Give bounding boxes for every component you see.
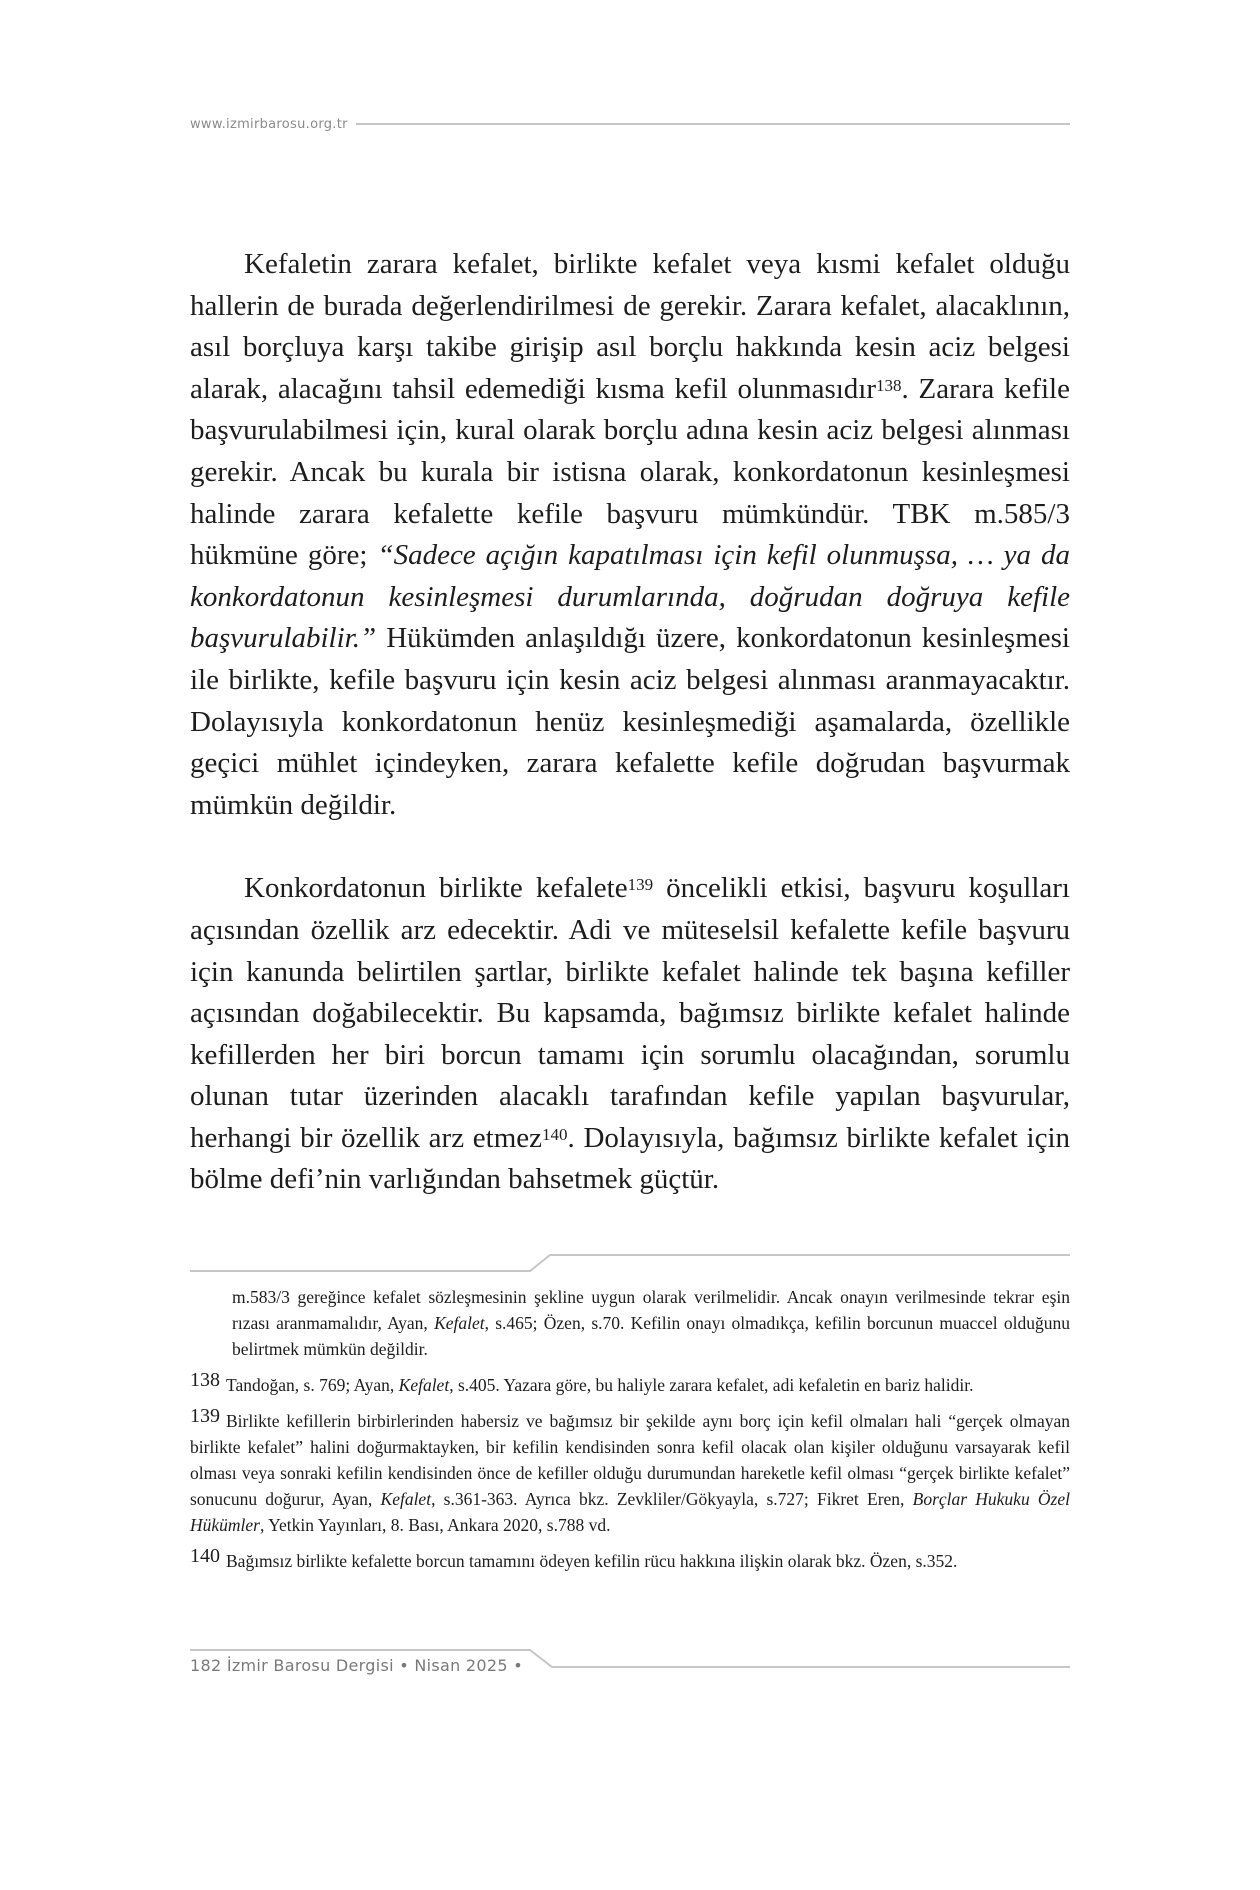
footnote-138-italic: Kefalet [398,1375,450,1395]
footnotes [190,1284,1070,1584]
footnote-continued-text-a: m.583/3 gereğince kefalet sözleşmesinin şekline uygun olarak verilmelidir. Ancak onayın verilmesinde tekrar eşin rızası aranmamalıdır, Ayan, [232,1287,1070,1333]
paragraph-2-text-c: . Dolayısıyla, bağımsız birlikte kefalet için bölme defi’nin varlığından bahsetmek güçtür. [190,1121,1071,1196]
footnote-continued [232,1284,1070,1362]
footnote-138-text-a: Tandoğan, s. 769; Ayan, [226,1375,399,1395]
footnote-divider [190,1252,1070,1272]
page-header [190,114,1070,134]
paragraph-2-text-b: öncelikli etkisi, başvuru koşulları açısından özellik arz edecektir. Adi ve müteselsil kefalette kefile başvuru için kanunda belirtilen şartlar, birlikte kefalet halinde tek başına kefiller açısından doğabilecektir. Bu kapsamda, bağımsız birlikte kefalet halinde kefillerden her biri borcun tamamı için sorumlu olacağından, sorumlu olunan tutar üzerinden alacaklı tarafından kefile yapılan başvurular, herhangi bir özellik arz etmez [190,872,1070,1154]
statute-quote: “Sadece açığın kapatılması için kefil olunmuşsa, … ya da konkordatonun kesinleşmesi durumlarında, doğrudan doğruya kefile başvurulabilir.” [190,539,1071,655]
footnote-ref-139[interactable]: 139 [627,875,654,895]
footnote-139-italic-2: Borçlar Hukuku Özel Hükümler [190,1489,1070,1535]
footer-label: 182 İzmir Barosu Dergisi • Nisan 2025 • [190,1656,523,1675]
paragraph-2 [190,868,1070,1201]
footnote-138-text-b: , s.405. Yazara göre, bu haliyle zarara kefalet, adi kefaletin en bariz halidir. [449,1375,974,1395]
footnote-139-italic-1: Kefalet [380,1489,432,1509]
footnote-continued-italic: Kefalet [434,1313,485,1333]
footnote-140-text: Bağımsız birlikte kefalette borcun tamamını ödeyen kefilin rücu hakkına ilişkin olarak bkz. Özen, s.352. [226,1551,958,1571]
footnote-138 [190,1369,1070,1398]
footnote-139-text-b: , s.361-363. Ayrıca bkz. Zevkliler/Gökyayla, s.727; Fikret Eren, [431,1489,913,1509]
header-rule [356,123,1070,125]
footnote-continued-text-b: , s.465; Özen, s.70. Kefilin onayı olmadıkça, kefilin borcunun muaccel olduğunu belirtmek mümkün değildir. [232,1313,1070,1359]
footnote-140 [190,1545,1070,1574]
page-footer [190,1648,1070,1678]
footnote-139-text-a: Birlikte kefillerin birbirlerinden habersiz ve bağımsız bir şekilde aynı borç için kefil olmaları hali “gerçek olmayan birlikte kefalet” halini doğurmaktayken, bir kefilin kendisinden sonra kefil olacak olan kişiler olduğunu varsayarak kefil olması veya sonraki kefilin kendisinden önce de kefiller olduğu durumundan hareketle kefil olması “gerçek birlikte kefalet” sonucunu doğurur, Ayan, [190,1411,1070,1509]
paragraph-1-text-a: Kefaletin zarara kefalet, birlikte kefalet veya kısmi kefalet olduğu hallerin de burada değerlendirilmesi de gerekir. Zarara kefalet, alacaklının, asıl borçluya karşı takibe girişip asıl borçlu hakkında kesin aciz belgesi alarak, alacağını tahsil edemediği kısma kefil olunmasıdır [190,248,1070,405]
paragraph-1-text-b: . Zarara kefile başvurulabilmesi için, kural olarak borçlu adına kesin aciz belgesi alınması gerekir. Ancak bu kurala bir istisna olarak, konkordatonun kesinleşmesi halinde zarara kefalette kefile başvuru mümkündür. TBK m.585/3 hükmüne göre; [190,372,1070,572]
paragraph-1-text-c: Hükümden anlaşıldığı üzere, konkordatonun kesinleşmesi ile birlikte, kefile başvuru için kesin aciz belgesi alınması aranmayacaktır. Dolayısıyla konkordatonun henüz kesinleşmediği aşamalarda, özellikle geçici mühlet içindeyken, zarara kefalette kefile doğrudan başvurmak mümkün değildir. [190,622,1070,821]
paragraph-2-text-a: Konkordatonun birlikte kefalete [244,872,628,905]
paragraph-1 [190,244,1070,826]
footnote-number-139: 139 [190,1405,220,1427]
footnote-139-text-c: , Yetkin Yayınları, 8. Bası, Ankara 2020, s.788 vd. [259,1515,611,1535]
footnote-139 [190,1405,1070,1538]
main-text [190,244,1070,1201]
footnote-ref-138[interactable]: 138 [876,375,902,395]
footnote-number-140: 140 [190,1545,220,1567]
header-url: www.izmirbarosu.org.tr [190,116,348,132]
footnote-ref-140[interactable]: 140 [542,1124,568,1144]
footnote-number-138: 138 [190,1369,220,1391]
